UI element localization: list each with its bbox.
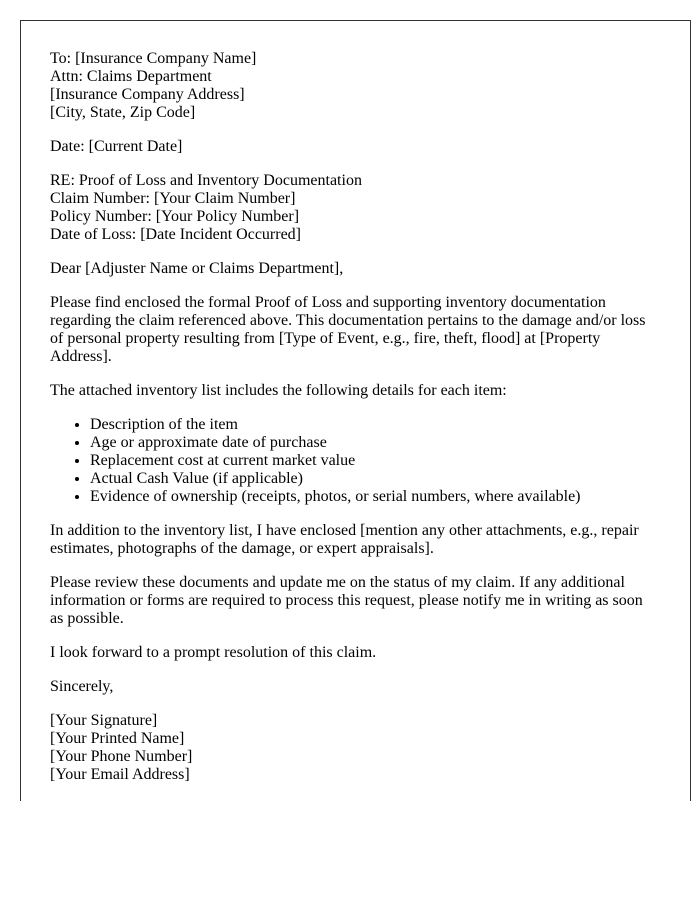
letter-date: Date: [Current Date]: [50, 138, 183, 155]
reference-block: [50, 172, 660, 244]
list-item: • Evidence of ownership (receipts, photos, or serial numbers, where available): [90, 488, 660, 506]
signature: [Your Signature]: [50, 712, 158, 729]
body-paragraph-4: Please review these documents and update me on the status of my claim. If any additional information or forms are required to process this request, please notify me in writing as soon as possible.: [50, 574, 643, 627]
date-of-loss: Date of Loss: [Date Incident Occurred]: [50, 226, 301, 243]
list-item: • Age or approximate date of purchase: [90, 434, 660, 452]
recipient-block: [50, 50, 660, 122]
recipient-address: [Insurance Company Address]: [50, 86, 245, 103]
body-paragraph-3: In addition to the inventory list, I have enclosed [mention any other attachments, e.g., repair estimates, photographs of the damage, or expert appraisals].: [50, 522, 639, 557]
policy-number: Policy Number: [Your Policy Number]: [50, 208, 300, 225]
body-paragraph-1: Please find enclosed the formal Proof of Loss and supporting inventory documentation regarding the claim referenced above. This documentation pertains to the damage and/or loss of personal property resulting from [Type of Event, e.g., fire, theft, flood] at [Property Address].: [50, 294, 646, 365]
list-item: • Description of the item: [90, 416, 660, 434]
email-address: [Your Email Address]: [50, 766, 190, 783]
closing: Sincerely,: [50, 678, 114, 695]
inventory-details-list: [50, 416, 660, 506]
body-paragraph-5: I look forward to a prompt resolution of this claim.: [50, 644, 377, 661]
recipient-attn: Attn: Claims Department: [50, 68, 212, 85]
list-item: • Actual Cash Value (if applicable): [90, 470, 660, 488]
recipient-city: [City, State, Zip Code]: [50, 104, 196, 121]
recipient-name: To: [Insurance Company Name]: [50, 50, 257, 67]
body-paragraph-2: The attached inventory list includes the following details for each item:: [50, 382, 507, 399]
list-item: • Replacement cost at current market value: [90, 452, 660, 470]
reference-subject: RE: Proof of Loss and Inventory Documentation: [50, 172, 362, 189]
signature-block: [50, 712, 660, 784]
letter-page: [20, 20, 691, 801]
salutation: Dear [Adjuster Name or Claims Department],: [50, 260, 344, 277]
claim-number: Claim Number: [Your Claim Number]: [50, 190, 296, 207]
phone-number: [Your Phone Number]: [50, 748, 193, 765]
printed-name: [Your Printed Name]: [50, 730, 185, 747]
